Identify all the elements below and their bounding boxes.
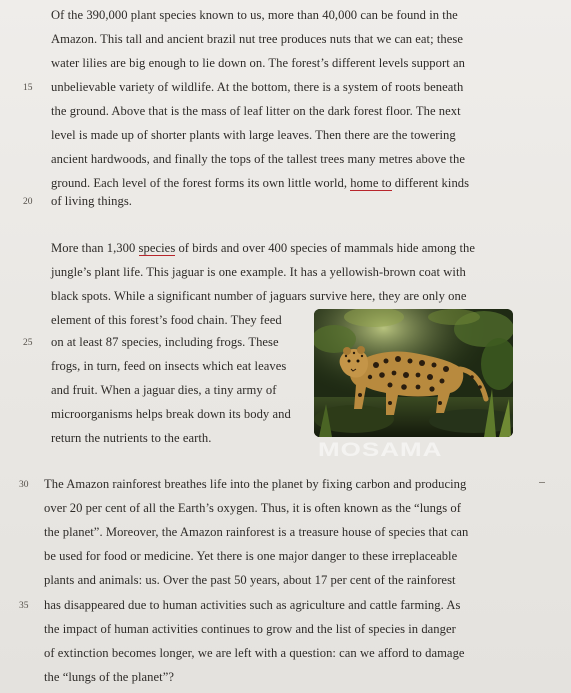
- text-line: return the nutrients to the earth.: [51, 431, 212, 445]
- photo-watermark: MOSAMA: [318, 438, 443, 461]
- text-line: water lilies are big enough to lie down on. The forest’s different levels support an: [51, 56, 465, 70]
- text-line: the “lungs of the planet”?: [44, 670, 174, 684]
- text-line: [51, 175, 469, 191]
- line-number: 25: [23, 338, 33, 348]
- text-segment: More than 1,300: [51, 241, 139, 255]
- text-line: the ground. Above that is the mass of leaf litter on the dark forest floor. The next: [51, 104, 461, 118]
- text-line: microorganisms helps break down its body and: [51, 407, 291, 421]
- margin-mark: [539, 482, 545, 483]
- text-line: the planet”. Moreover, the Amazon rainforest is a treasure house of species that can: [44, 525, 469, 539]
- text-line: be used for food or medicine. Yet there is one major danger to these irreplaceable: [44, 549, 458, 563]
- underlined-word: species: [138, 241, 176, 255]
- text-line: level is made up of shorter plants with large leaves. Then there are the towering: [51, 128, 456, 142]
- text-segment: of birds and over 400 species of mammals hide among the: [175, 241, 475, 255]
- text-line: jungle’s plant life. This jaguar is one example. It has a yellowish-brown coat with: [51, 265, 466, 279]
- text-line: of living things.: [51, 194, 132, 208]
- underlined-phrase: home to: [350, 176, 392, 190]
- text-line: the impact of human activities continues to grow and the list of species in danger: [44, 622, 456, 636]
- text-segment: ground. Each level of the forest forms its own little world,: [51, 176, 348, 190]
- text-line: [51, 240, 475, 256]
- jaguar-photo: [314, 309, 513, 437]
- text-line: and fruit. When a jaguar dies, a tiny army of: [51, 383, 277, 397]
- line-number: 15: [23, 83, 33, 93]
- text-line: has disappeared due to human activities such as agriculture and cattle farming. As: [44, 598, 461, 612]
- text-line: Amazon. This tall and ancient brazil nut tree produces nuts that we can eat; these: [51, 32, 463, 46]
- text-line: on at least 87 species, including frogs. These: [51, 335, 279, 349]
- jaguar-illustration: [314, 309, 513, 437]
- text-line: Of the 390,000 plant species known to us, more than 40,000 can be found in the: [51, 8, 458, 22]
- text-line: unbelievable variety of wildlife. At the bottom, there is a system of roots beneath: [51, 80, 464, 94]
- text-line: black spots. While a significant number of jaguars survive here, they are only one: [51, 289, 467, 303]
- line-number: 20: [23, 197, 33, 207]
- line-number: 30: [19, 480, 29, 490]
- text-line: plants and animals: us. Over the past 50 years, about 17 per cent of the rainforest: [44, 573, 456, 587]
- text-line: The Amazon rainforest breathes life into the planet by fixing carbon and producing: [44, 477, 467, 491]
- text-segment: different kinds: [391, 176, 470, 190]
- text-line: of extinction becomes longer, we are left with a question: can we afford to damage: [44, 646, 465, 660]
- text-line: over 20 per cent of all the Earth’s oxygen. Thus, it is often known as the “lungs of: [44, 501, 462, 515]
- text-line: ancient hardwoods, and finally the tops of the tallest trees many metres above the: [51, 152, 465, 166]
- text-line: frogs, in turn, feed on insects which eat leaves: [51, 359, 287, 373]
- line-number: 35: [19, 601, 29, 611]
- text-line: element of this forest’s food chain. They feed: [51, 313, 282, 327]
